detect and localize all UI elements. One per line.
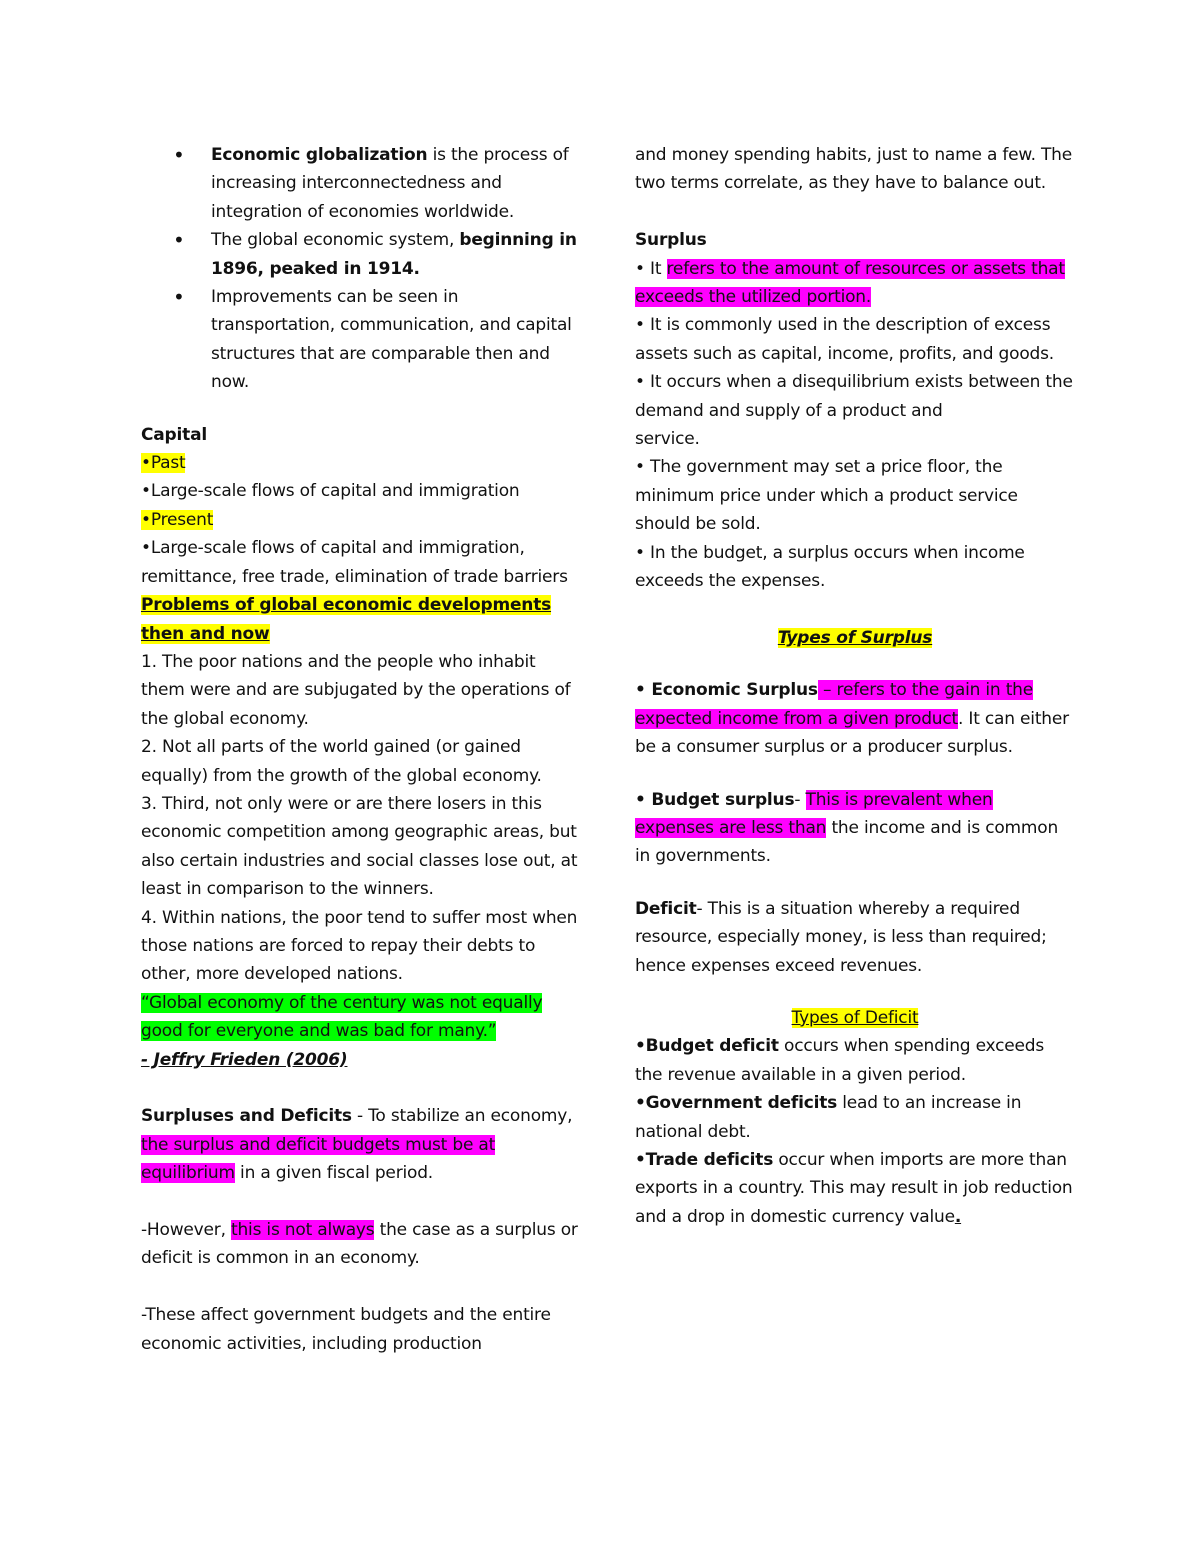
problem-item-4: 4. Within nations, the poor tend to suffer most when those nations are forced to repay their debts to other, more developed nations.	[141, 907, 578, 985]
right-column	[635, 141, 1075, 1231]
however-highlight: this is not always	[231, 1220, 375, 1240]
problem-item-3: 3. Third, not only were or are there losers in this economic competition among geographic areas, but also certain industries and social classes lose out, at least in comparison to the winners.	[141, 793, 578, 900]
quote-author: - Jeffry Frieden (2006)	[141, 1049, 348, 1070]
types-surplus-heading-text: Types of Surplus	[777, 627, 933, 648]
trade-deficit-item	[635, 1146, 1075, 1231]
types-deficit-heading	[635, 1004, 1075, 1032]
continuation-paragraph: and money spending habits, just to name a few. The two terms correlate, as they have to balance out.	[635, 145, 1072, 194]
present-label: •Present	[141, 509, 214, 530]
left-column	[141, 141, 581, 1358]
past-label: •Past	[141, 453, 186, 474]
economic-surplus-paragraph	[635, 676, 1075, 761]
budget-surplus-highlight: This is prevalent when expenses are less than	[635, 789, 993, 838]
economic-surplus-label: • Economic Surplus	[635, 680, 818, 701]
trade-deficit-label: •Trade deficits	[635, 1149, 774, 1170]
intro-bullet-list	[141, 141, 581, 397]
surplus-b1-text: • It	[635, 258, 667, 279]
final-period: .	[954, 1206, 962, 1227]
bullet-improvements	[141, 283, 581, 397]
however-text: -However,	[141, 1220, 231, 1240]
problem-item-1: 1. The poor nations and the people who inhabit them were and are subjugated by the operations of the global economy.	[141, 651, 571, 729]
surpluses-text: - To stabilize an economy,	[351, 1106, 573, 1127]
frieden-quote	[141, 989, 581, 1046]
surplus-bullet-4: • The government may set a price floor, the minimum price under which a product service should be sold.	[635, 457, 1018, 535]
deficit-paragraph	[635, 895, 1075, 980]
surplus-bullet-2: • It is commonly used in the description of excess assets such as capital, income, profits, and goods.	[635, 315, 1054, 364]
budget-surplus-text: the income and is common in governments.	[635, 817, 1059, 867]
surpluses-highlight: the surplus and deficit budgets must be at equilibrium	[141, 1134, 496, 1184]
surplus-b1-highlight: refers to the amount of resources or assets that exceeds the utilized portion.	[635, 258, 1065, 308]
budget-surplus-label: • Budget surplus	[635, 789, 795, 810]
surpluses-heading: Surpluses and Deficits	[141, 1106, 352, 1127]
budget-deficit-item	[635, 1032, 1075, 1089]
capital-past-text: •Large-scale flows of capital and immigration	[141, 481, 520, 502]
bullet-text: Improvements can be seen in transportation, communication, and capital structures that are comparable then and now.	[211, 287, 572, 393]
bullet-economic-globalization	[141, 141, 581, 226]
bullet-text: is the process of increasing interconnectedness and integration of economies worldwide.	[211, 145, 569, 222]
surplus-bullet-5: • In the budget, a surplus occurs when income exceeds the expenses.	[635, 542, 1025, 592]
surpluses-deficits-paragraph	[141, 1102, 581, 1187]
quote-text: “Global economy of the century was not equally good for everyone and was bad for many.”	[141, 992, 543, 1042]
problem-item-2: 2. Not all parts of the world gained (or gained equally) from the growth of the global economy.	[141, 737, 542, 786]
capital-past	[141, 449, 581, 477]
trade-deficit-text: occur when imports are more than exports in a country. This may result in job reduction and a drop in domestic currency value	[635, 1149, 1073, 1227]
however-text-post: the case as a surplus or deficit is common in an economy.	[141, 1220, 578, 1269]
deficit-label: Deficit	[635, 898, 697, 919]
surpluses-text-post: in a given fiscal period.	[234, 1163, 433, 1184]
bullet-bold: Economic globalization	[211, 145, 428, 165]
however-paragraph	[141, 1216, 581, 1273]
government-deficit-item	[635, 1089, 1075, 1146]
surplus-bullet-1	[635, 255, 1075, 312]
capital-present-text: •Large-scale flows of capital and immigration, remittance, free trade, elimination of trade barriers	[141, 538, 568, 587]
budget-surplus-paragraph	[635, 786, 1075, 871]
government-deficit-label: •Government deficits	[635, 1093, 838, 1114]
surplus-heading: Surplus	[635, 230, 707, 251]
budget-deficit-text: occurs when spending exceeds the revenue available in a given period.	[635, 1036, 1045, 1085]
capital-heading: Capital	[141, 424, 207, 445]
deficit-text: - This is a situation whereby a required resource, especially money, is less than required; hence expenses exceed revenues.	[635, 898, 1047, 976]
these-affect-paragraph: -These affect government budgets and the entire economic activities, including production	[141, 1305, 551, 1354]
budget-deficit-label: •Budget deficit	[635, 1036, 779, 1057]
types-deficit-heading-text: Types of Deficit	[791, 1007, 919, 1028]
problems-heading-text: Problems of global economic developments then and now	[141, 595, 552, 644]
types-surplus-heading	[635, 624, 1075, 652]
economic-surplus-highlight: – refers to the gain in the expected income from a given product	[635, 680, 1033, 729]
problems-heading	[141, 591, 581, 648]
bullet-text: The global economic system,	[211, 230, 460, 251]
economic-surplus-text: . It can either be a consumer surplus or a producer surplus.	[635, 708, 1069, 758]
surplus-bullet-3: • It occurs when a disequilibrium exists between the demand and supply of a product and	[635, 372, 1073, 421]
government-deficit-text: lead to an increase in national debt.	[635, 1093, 1022, 1142]
bullet-bold: beginning in 1896, peaked in 1914.	[211, 230, 577, 279]
budget-surplus-dash: -	[794, 789, 806, 810]
surplus-bullet-3-cont: service.	[635, 429, 700, 450]
capital-present	[141, 506, 581, 534]
bullet-global-system	[141, 226, 581, 283]
